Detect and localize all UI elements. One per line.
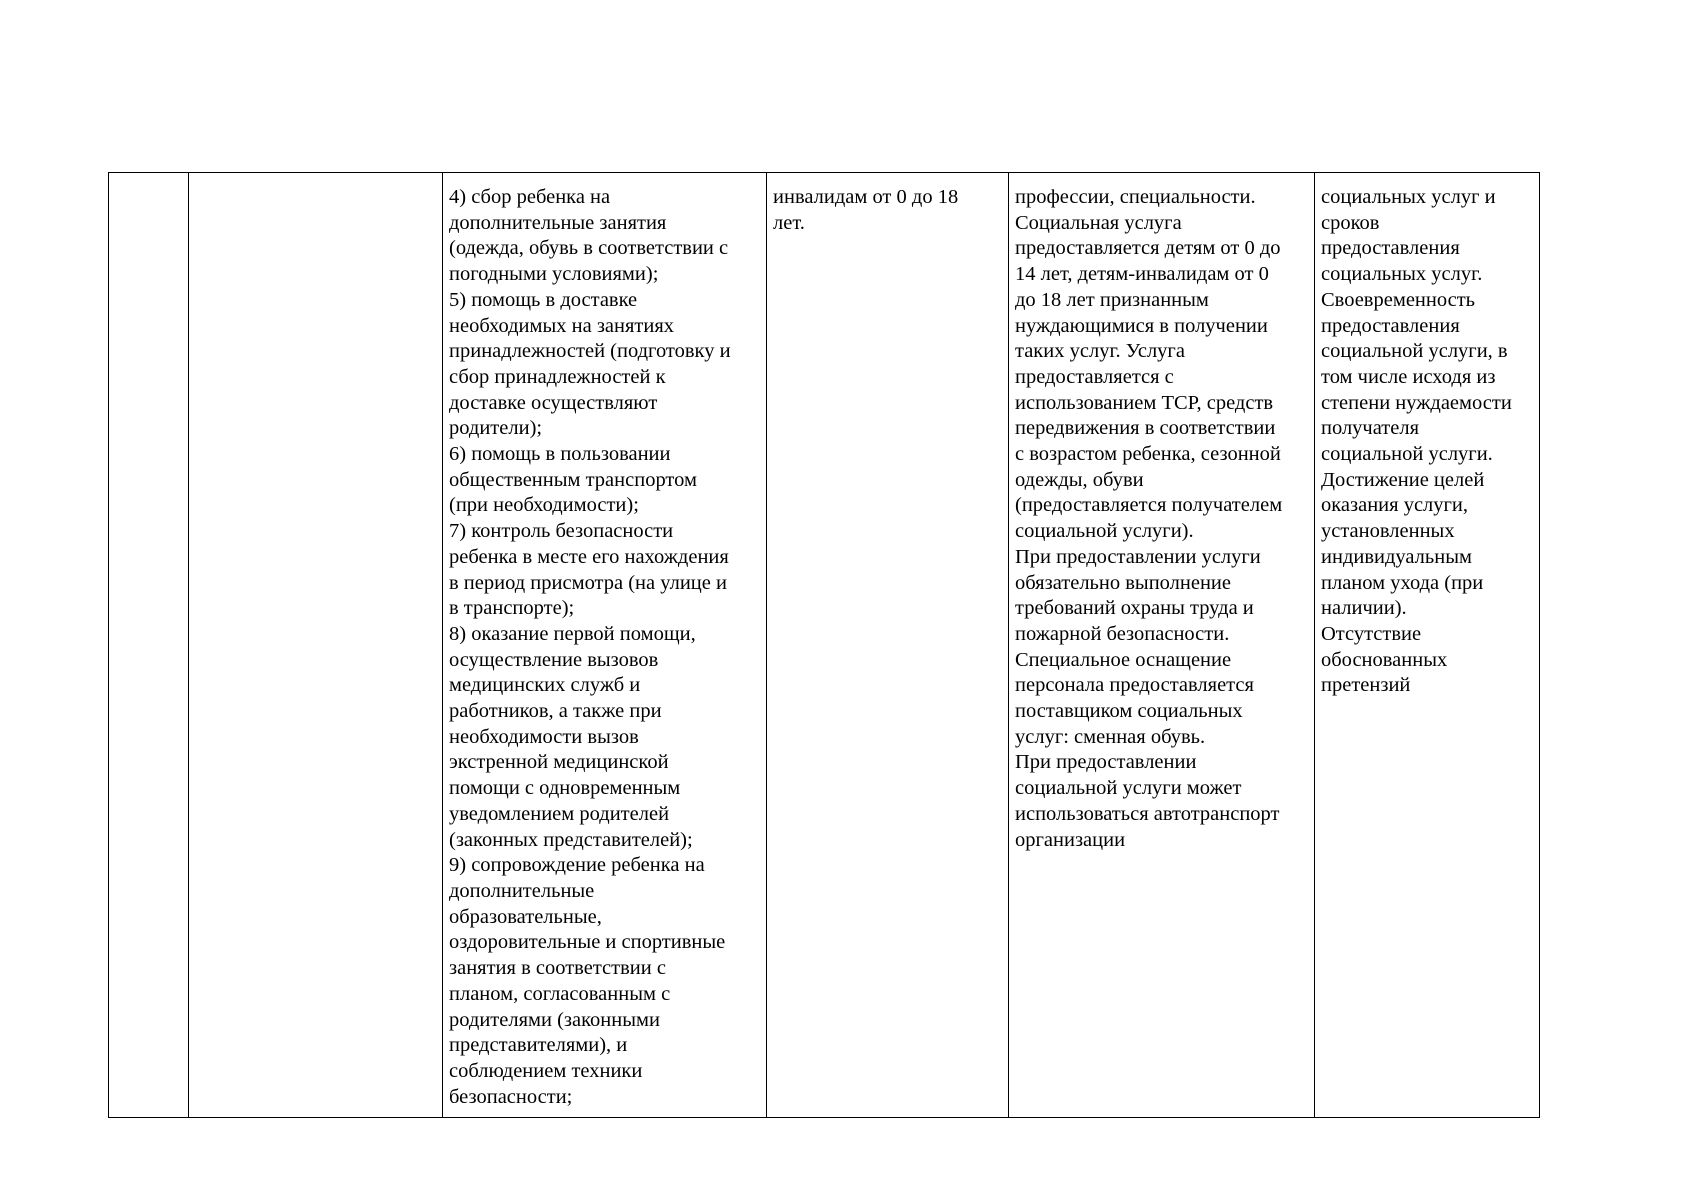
cell-number <box>109 173 189 1118</box>
table-row <box>109 173 1540 1118</box>
cell-quality-indicators: социальных услуг и сроков предоставления социальных услуг. Своевременность предоставления социальной услуги, в том числе исходя из степени нуждаемости получателя социальной услуги. Достижение целей оказания услуги, установленных индивидуальным планом ухода (при наличии). Отсутствие обоснованных претензий <box>1315 173 1540 1118</box>
cell-conditions: профессии, специальности. Социальная услуга предоставляется детям от 0 до 14 лет, детям-инвалидам от 0 до 18 лет признанным нуждающимися в получении таких услуг. Услуга предоставляется с использованием ТСР, средств передвижения в соответствии с возрастом ребенка, сезонной одежды, обуви (предоставляется получателем социальной услуги). При предоставлении услуги обязательно выполнение требований охраны труда и пожарной безопасности. Специальное оснащение персонала предоставляется поставщиком социальных услуг: сменная обувь. При предоставлении социальной услуги может использоваться автотранспорт организации <box>1009 173 1315 1118</box>
cell-service-name <box>189 173 443 1118</box>
cell-recipients: инвалидам от 0 до 18 лет. <box>767 173 1009 1118</box>
cell-service-description: 4) сбор ребенка на дополнительные занятия (одежда, обувь в соответствии с погодными условиями); 5) помощь в доставке необходимых на занятиях принадлежностей (подготовку и сбор принадлежностей к доставке осуществляют родители); 6) помощь в пользовании общественным транспортом (при необходимости); 7) контроль безопасности ребенка в месте его нахождения в период присмотра (на улице и в транспорте); 8) оказание первой помощи, осуществление вызовов медицинских служб и работников, а также при необходимости вызов экстренной медицинской помощи с одновременным уведомлением родителей (законных представителей); 9) сопровождение ребенка на дополнительные образовательные, оздоровительные и спортивные занятия в соответствии с планом, согласованным с родителями (законными представителями), и соблюдением техники безопасности; <box>443 173 767 1118</box>
service-table <box>108 172 1540 1118</box>
